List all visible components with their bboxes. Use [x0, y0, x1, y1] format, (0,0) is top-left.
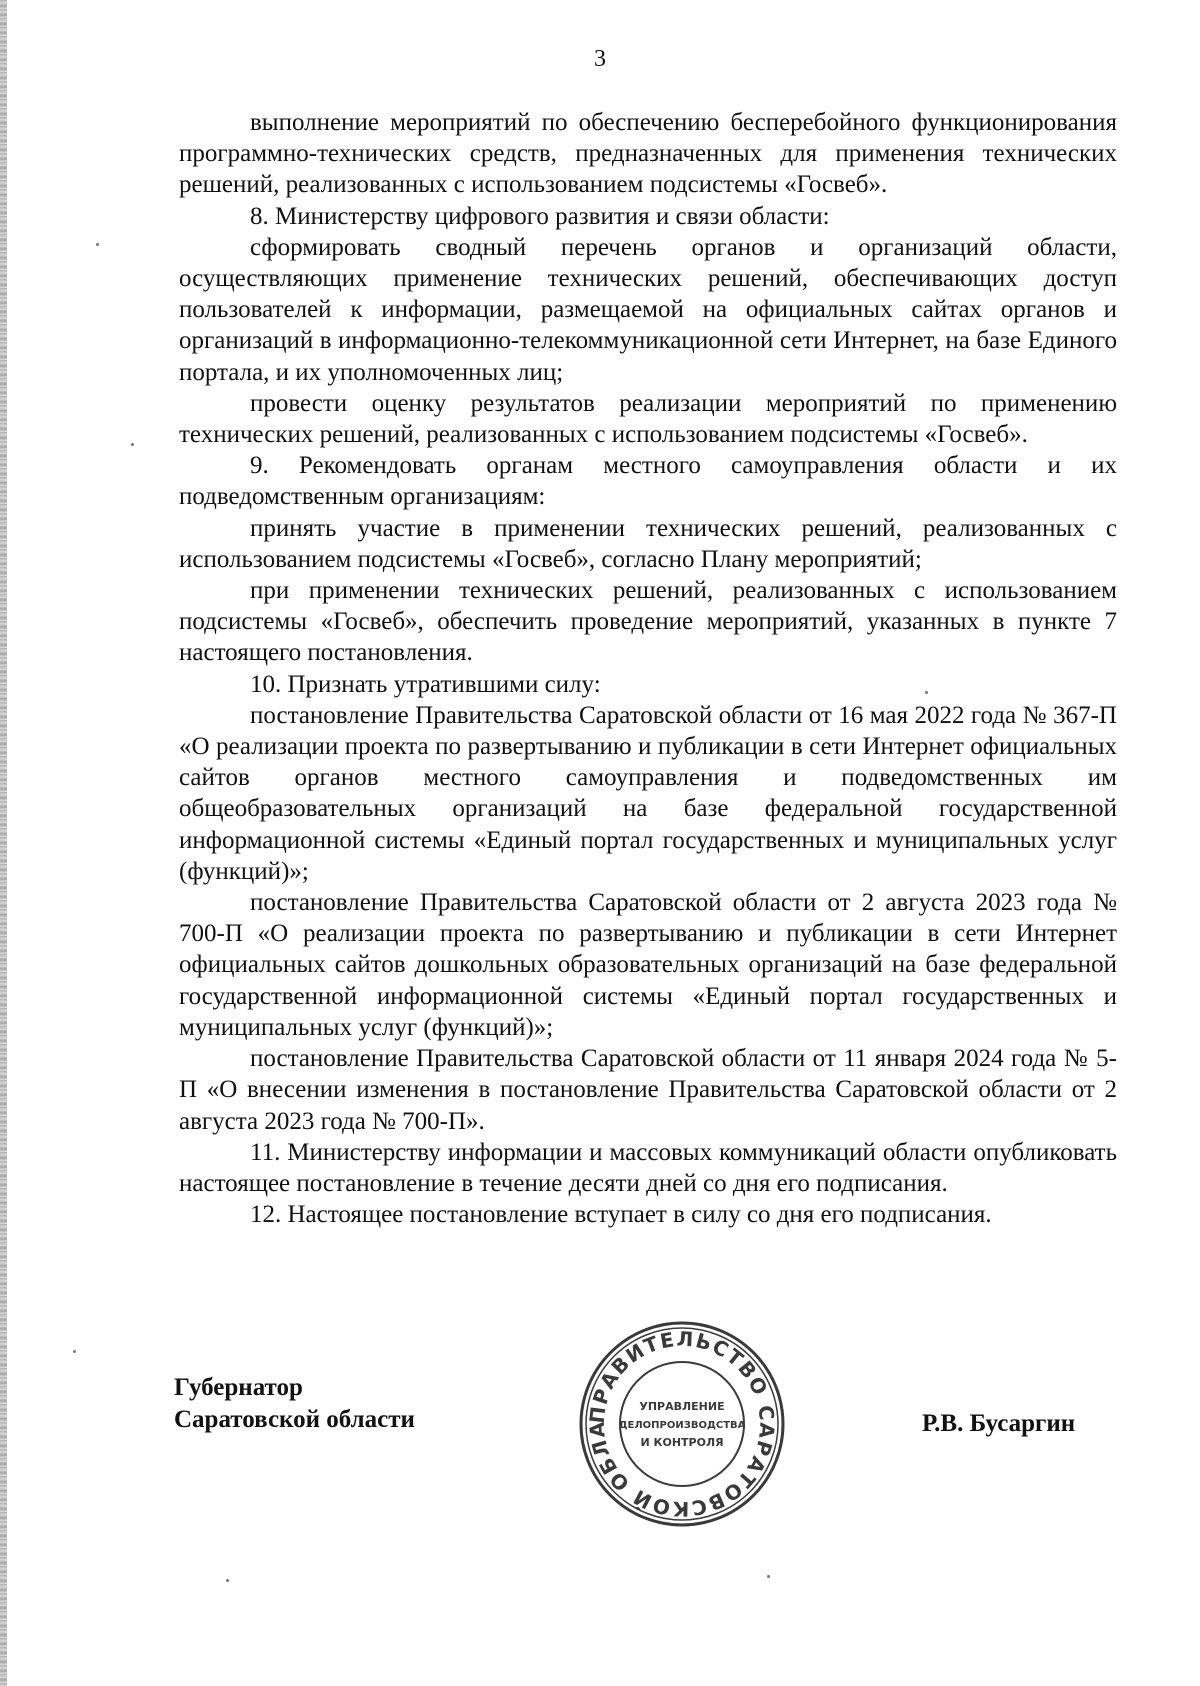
page-number: 3: [594, 46, 606, 72]
seal-center-line2: ДЕЛОПРОИЗВОДСТВА: [618, 1420, 746, 1431]
seal-center-line3: И КОНТРОЛЯ: [640, 1436, 724, 1449]
official-seal-stamp: [576, 1318, 788, 1530]
paragraph-item-10-c: постановление Правительства Саратовской области от 11 января 2024 года № 5-П «О внесении изменения в постановление Правительства Саратовской области от 2 августа 2023 года № 700-П».: [179, 1045, 1117, 1135]
paragraph-item-12: 12. Настоящее постановление вступает в силу со дня его подписания.: [250, 1201, 992, 1229]
paragraph-item-8-a: сформировать сводный перечень органов и организаций области, осуществляющих применение технических решений, обеспечивающих доступ пользователей к информации, размещаемой на официальных сайтах органов и организаций в информационно-телекоммуникационной сети Интернет, на базе Единого портала, и их уполномоченных лиц;: [179, 233, 1117, 386]
paragraph-item-10-b: постановление Правительства Саратовской области от 2 августа 2023 года № 700-П «О реализации проекта по развертыванию и публикации в сети Интернет официальных сайтов дошкольных образовательных организаций на базе федеральной государственной информационной системы «Единый портал государственных и муниципальных услуг (функций)»;: [179, 889, 1117, 1041]
seal-graphic: [576, 1318, 788, 1530]
scan-speck: [226, 1579, 229, 1582]
scan-speck: [96, 243, 99, 246]
seal-ring-text: ПРАВИТЕЛЬСТВО САРАТОВСКОЙ ОБЛА: [584, 1326, 780, 1522]
signature-title-line2: Саратовской области: [174, 1406, 415, 1433]
scan-speck: [767, 1575, 770, 1578]
scan-speck: [925, 691, 928, 694]
signer-name: Р.В. Бусаргин: [922, 1410, 1076, 1437]
scan-speck: [131, 443, 134, 446]
scan-edge-artifact: [0, 0, 7, 1686]
paragraph-item-9-a: принять участие в применении технических решений, реализованных с использованием подсистемы «Госвеб», согласно Плану мероприятий;: [179, 514, 1117, 573]
signature-title-line1: Губернатор: [174, 1374, 303, 1401]
paragraph-continuation: выполнение мероприятий по обеспечению бесперебойного функционирования программно-технических средств, предназначенных для применения технических решений, реализованных с использованием подсистемы «Госвеб».: [179, 109, 1117, 199]
paragraph-item-9-b: при применении технических решений, реализованных с использованием подсистемы «Госвеб», обеспечить проведение мероприятий, указанных в пункте 7 настоящего постановления.: [179, 577, 1117, 667]
paragraph-item-8-b: провести оценку результатов реализации мероприятий по применению технических решений, реализованных с использованием подсистемы «Госвеб».: [179, 389, 1117, 449]
signature-title: [174, 1372, 415, 1436]
document-body: [179, 107, 1117, 1230]
paragraph-item-8: 8. Министерству цифрового развития и связи области:: [250, 202, 830, 230]
paragraph-item-9: 9. Рекомендовать органам местного самоуправления области и их подведомственным организациям:: [179, 452, 1117, 511]
paragraph-item-11: 11. Министерству информации и массовых коммуникаций области опубликовать настоящее постановление в течение десяти дней со дня его подписания.: [179, 1138, 1117, 1197]
paragraph-item-10-a: постановление Правительства Саратовской области от 16 мая 2022 года № 367-П «О реализации проекта по развертыванию и публикации в сети Интернет официальных сайтов органов местного самоуправления и подведомственных им общеобразовательных организаций на базе федеральной государственной информационной системы «Единый портал государственных и муниципальных услуг (функций)»;: [179, 701, 1117, 885]
paragraph-item-10: 10. Признать утратившими силу:: [250, 670, 601, 698]
scan-speck: [73, 1350, 76, 1353]
seal-center-line1: УПРАВЛЕНИЕ: [639, 1400, 725, 1413]
